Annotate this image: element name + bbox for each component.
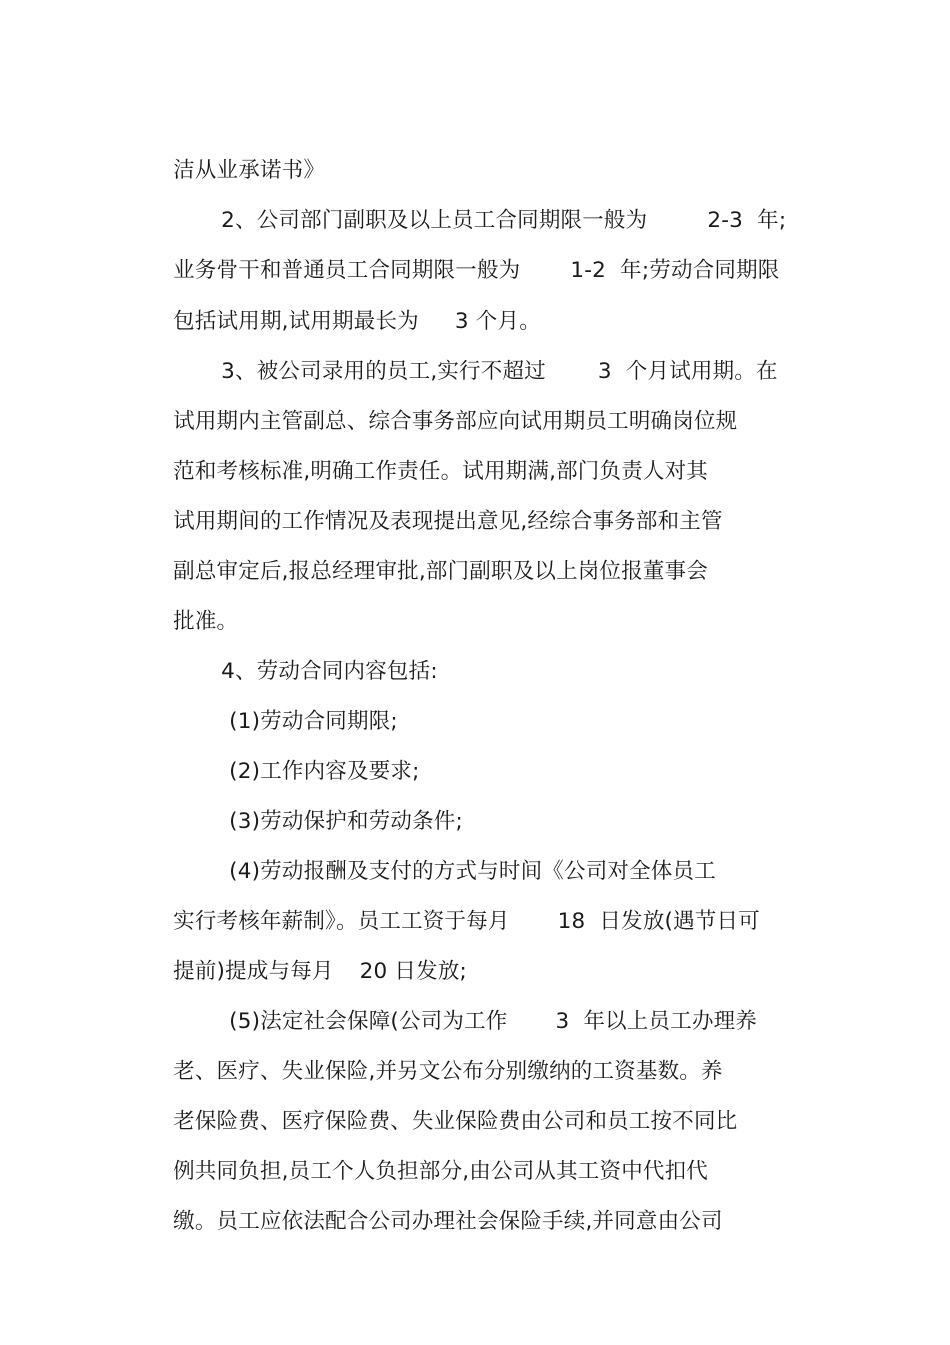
text-segment: 提前)提成与每月: [173, 959, 334, 984]
text-segment: (1)劳动合同期限;: [229, 709, 398, 734]
text-segment: 包括试用期,试用期最长为: [173, 309, 419, 334]
text-segment: 范和考核标准,明确工作责任。试用期满,部门负责人对其: [173, 459, 709, 484]
text-segment: 2、公司部门副职及以上员工合同期限一般为: [221, 208, 648, 233]
text-segment: 3 年以上员工办理养: [555, 1009, 758, 1034]
text-segment: 4、劳动合同内容包括:: [221, 659, 438, 684]
text-segment: 例共同负担,员工个人负担部分,由公司从其工资中代扣代: [173, 1159, 709, 1184]
text-segment: 1-2 年;劳动合同期限: [570, 258, 780, 283]
text-segment: 业务骨干和普通员工合同期限一般为: [173, 258, 521, 283]
text-segment: (5)法定社会保障(公司为工作: [229, 1009, 508, 1034]
text-segment: 副总审定后,报总经理审批,部门副职及以上岗位报董事会: [173, 559, 709, 584]
text-segment: 老保险费、医疗保险费、失业保险费由公司和员工按不同比: [173, 1109, 738, 1134]
text-segment: 3 个月试用期。在: [597, 359, 778, 384]
text-segment: (4)劳动报酬及支付的方式与时间《公司对全体员工: [229, 859, 716, 884]
text-segment: 缴。员工应依法配合公司办理社会保险手续,并同意由公司: [173, 1209, 723, 1234]
text-segment: 实行考核年薪制》。员工工资于每月: [173, 909, 510, 934]
text-segment: 3、被公司录用的员工,实行不超过: [221, 359, 546, 384]
text-segment: 18 日发放(遇节日可: [557, 909, 760, 934]
text-segment: 批准。: [173, 609, 239, 634]
text-segment: (2)工作内容及要求;: [229, 759, 420, 784]
text-segment: 3 个月。: [454, 309, 541, 334]
text-segment: 洁从业承诺书》: [173, 158, 326, 183]
text-segment: 20 日发放;: [359, 959, 467, 984]
text-segment: 试用期间的工作情况及表现提出意见,经综合事务部和主管: [173, 509, 723, 534]
text-segment: (3)劳动保护和劳动条件;: [229, 809, 463, 834]
text-segment: 试用期内主管副总、综合事务部应向试用期员工明确岗位规: [173, 409, 738, 434]
text-segment: 2-3 年;: [707, 208, 787, 233]
text-segment: 老、医疗、失业保险,并另文公布分别缴纳的工资基数。养: [173, 1059, 723, 1084]
text-line: [145, 1177, 723, 1267]
